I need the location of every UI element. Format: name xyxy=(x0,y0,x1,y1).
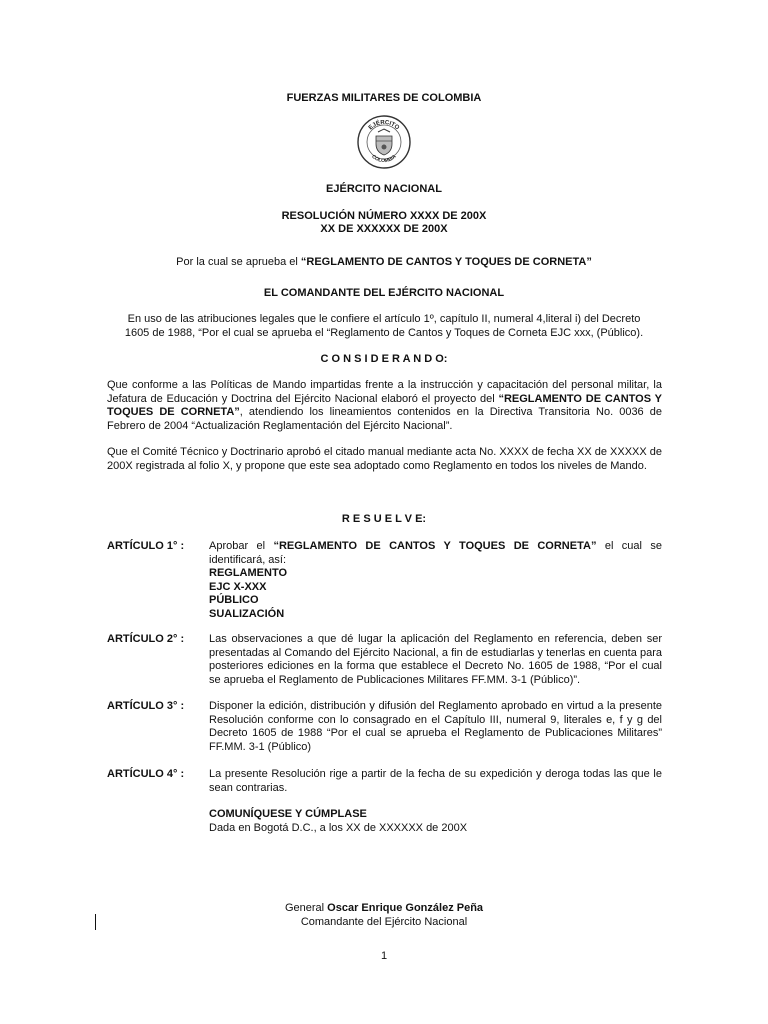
approval-line xyxy=(0,256,768,270)
regulation-identification xyxy=(209,567,287,621)
resolution-date: XX DE XXXXXX DE 200X xyxy=(320,223,448,235)
army-heading: EJÉRCITO NACIONAL xyxy=(326,183,442,195)
article-3-label: ARTÍCULO 3° : xyxy=(107,700,185,712)
article-3-body: Disponer la edición, distribución y difusión del Reglamento aprobado en virtud a la presente Resolución conforme con lo consagrado en el Capítulo III, numeral 9, literales e, f y g del Decreto 1605 de 1988 “Por el cual se aprueba el Reglamento de Publicaciones Militares” FF.MM. 3-1 (Público) xyxy=(209,700,662,753)
signature-rank: General xyxy=(284,902,328,914)
signature-name: Oscar Enrique González Peña xyxy=(327,902,484,914)
comuniquese-heading: COMUNÍQUESE Y CÚMPLASE xyxy=(209,808,367,820)
regulation-id-item: SUALIZACIÓN xyxy=(209,607,285,620)
considerando-paragraph-2: Que el Comité Técnico y Doctrinario aprobó el citado manual mediante acta No. XXXX de fecha XX de XXXXX de 200X registrada al folio X, y propone que este sea adoptado como Reglamento en todos los niveles de Mando. xyxy=(107,446,662,472)
authority-line-1: En uso de las atribuciones legales que le confiere el artículo 1º, capítulo II, numeral 4,literal i) del Decreto xyxy=(127,313,641,325)
considerando-1-text-b: , atendiendo los lineamientos contenidos en la Directiva Transitoria No. 0036 de Febrero de 2004 “Actualización Reglamentación del Ejército Nacional”. xyxy=(107,406,662,432)
article-4-label: ARTÍCULO 4° : xyxy=(107,768,185,780)
resolution-number: RESOLUCIÓN NÚMERO XXXX DE 200X xyxy=(281,210,487,222)
authority-line-2: 1605 de 1988, “Por el cual se aprueba el “Reglamento de Cantos y Toques de Corneta EJC xxx, (Público). xyxy=(124,327,644,339)
army-seal-icon xyxy=(356,114,412,170)
signature-title: Comandante del Ejército Nacional xyxy=(300,916,468,928)
article-1-body xyxy=(209,540,662,567)
page-number: 1 xyxy=(380,950,388,962)
seal-top-text: EJÉRCITO xyxy=(367,119,401,132)
dada-en-line: Dada en Bogotá D.C., a los XX de XXXXXX de 200X xyxy=(209,822,468,834)
approval-title: “REGLAMENTO DE CANTOS Y TOQUES DE CORNETA” xyxy=(300,256,592,268)
commander-heading: EL COMANDANTE DEL EJÉRCITO NACIONAL xyxy=(263,287,505,299)
article-1-text-b: el cual se identificará, así: xyxy=(209,540,662,566)
article-1-text-a: Aprobar el xyxy=(209,540,274,552)
org-heading: FUERZAS MILITARES DE COLOMBIA xyxy=(286,92,482,104)
considerando-1-text-a: Que conforme a las Políticas de Mando impartidas frente a la instrucción y capacitación del personal militar, la Jefatura de Educación y Doctrina del Ejército Nacional elaboró el proyecto del xyxy=(107,379,662,405)
article-2-body: Las observaciones a que dé lugar la aplicación del Reglamento en referencia, deben ser presentadas al Comando del Ejército Nacional, a fin de estudiarlas y tenerlas en cuenta para posteriores ediciones en la forma que establece el Decreto No. 1605 de 1988, “Por el cual se aprueba el Reglamento de Publicaciones Militares FF.MM. 3-1 (Público)”. xyxy=(209,633,662,686)
approval-prefix: Por la cual se aprueba el xyxy=(176,256,301,268)
resuelve-heading: R E S U E L V E: xyxy=(341,513,427,525)
regulation-id-item: REGLAMENTO xyxy=(209,567,288,579)
regulation-id-item: EJC X-XXX xyxy=(209,580,267,593)
article-1-label: ARTÍCULO 1° : xyxy=(107,540,185,552)
regulation-id-item: PÚBLICO xyxy=(209,594,259,606)
article-4-body: La presente Resolución rige a partir de la fecha de su expedición y deroga todas las que le sean contrarias. xyxy=(209,768,662,794)
article-1-bold: “REGLAMENTO DE CANTOS Y TOQUES DE CORNETA” xyxy=(273,540,597,552)
considerando-1-bold: “REGLAMENTO DE CANTOS Y TOQUES DE CORNETA” xyxy=(107,392,662,418)
article-2-label: ARTÍCULO 2° : xyxy=(107,633,185,645)
considerando-heading: C O N S I D E R A N D O: xyxy=(320,353,448,365)
signature-name-line xyxy=(0,902,768,916)
considerando-paragraph-1 xyxy=(107,379,662,433)
seal-bottom-text: COLOMBIA xyxy=(370,153,398,165)
